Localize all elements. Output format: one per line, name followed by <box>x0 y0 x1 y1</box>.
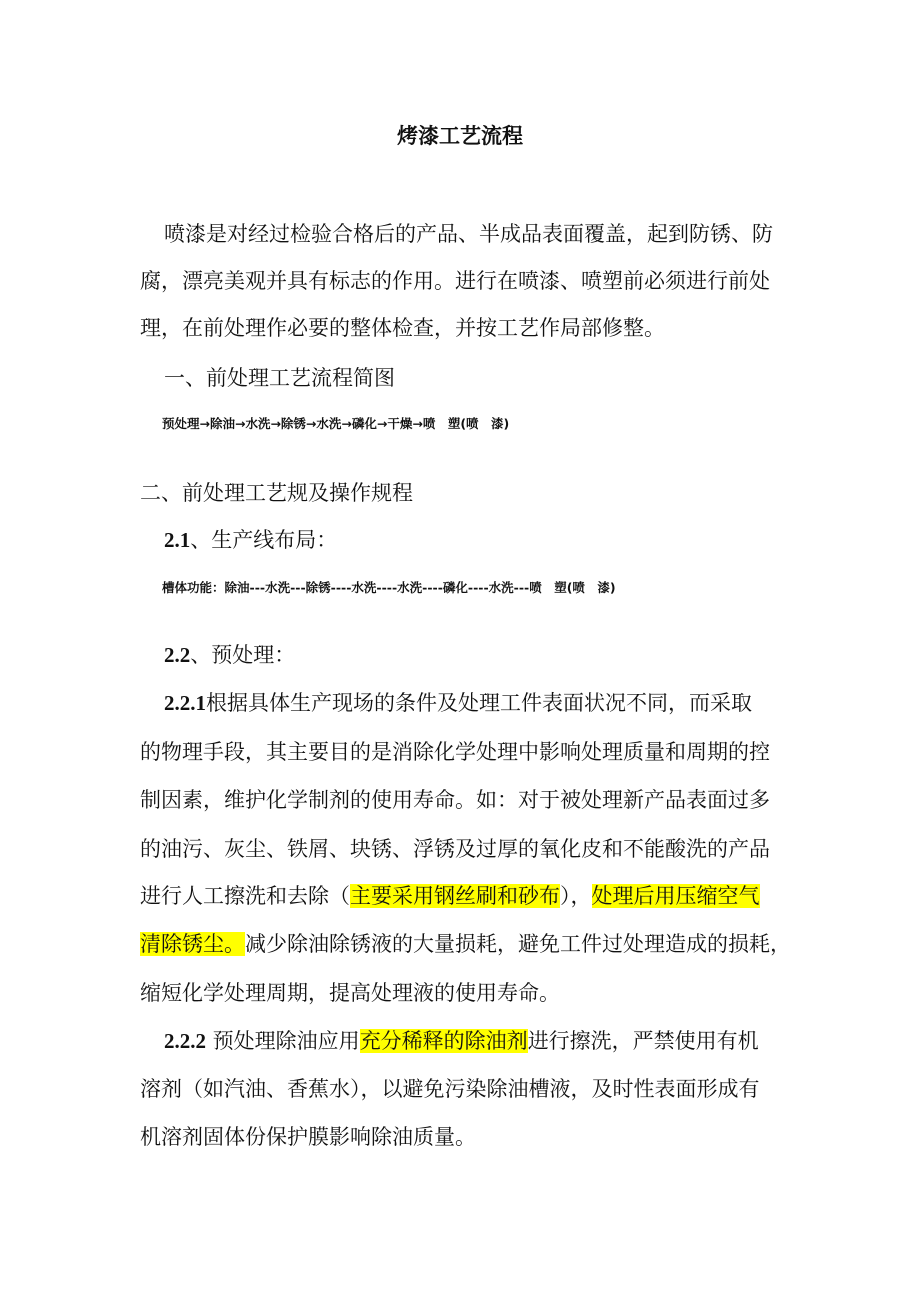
highlight-steel-brush: 主要采用钢丝刷和砂布 <box>350 884 560 908</box>
p221-line-2: 的物理手段，其主要目的是消除化学处理中影响处理质量和周期的控 <box>140 740 770 764</box>
section-2-2-number: 2.2 <box>164 643 191 667</box>
p221-line-3: 制因素，维护化学制剂的使用寿命。如：对于被处理新产品表面过多 <box>140 788 770 812</box>
p221-line-1 <box>164 684 752 722</box>
section-2-1-number: 2.1 <box>164 528 191 552</box>
p222-text-1b: 进行擦洗，严禁使用有机 <box>527 1029 759 1053</box>
p221-text-1: 根据具体生产现场的条件及处理工件表面状况不同，而采取 <box>206 691 752 715</box>
section-2-2-label: 、预处理： <box>190 643 296 667</box>
intro-line-2: 腐，漂亮美观并具有标志的作用。进行在喷漆、喷塑前必须进行前处 <box>140 269 770 293</box>
section-2-1-label: 、生产线布局： <box>190 528 338 552</box>
section-2-heading: 二、前处理工艺规及操作规程 <box>140 481 413 505</box>
p222-line-3: 机溶剂固体份保护膜影响除油质量。 <box>140 1125 476 1149</box>
p222-line-2: 溶剂（如汽油、香蕉水），以避免污染除油槽液，及时性表面形成有 <box>140 1077 760 1101</box>
section-2-1-heading <box>164 521 337 559</box>
p222-number: 2.2.2 <box>164 1029 206 1053</box>
p221-text-5a: 进行人工擦洗和去除（ <box>140 884 350 908</box>
highlight-rust-dust: 清除锈尘。 <box>140 932 245 956</box>
p222-line-1 <box>164 1022 759 1060</box>
p221-line-5 <box>140 877 760 915</box>
tank-functions: 槽体功能：除油---水洗---除锈----水洗----水洗----磷化----水洗---喷 塑(喷 漆) <box>162 580 616 595</box>
section-1-heading: 一、前处理工艺流程简图 <box>164 366 395 390</box>
intro-line-1: 喷漆是对经过检验合格后的产品、半成品表面覆盖，起到防锈、防 <box>164 222 773 246</box>
p221-text-6: 减少除油除锈液的大量损耗，避免工件过处理造成的损耗， <box>245 932 791 956</box>
section-2-2-heading <box>164 636 295 674</box>
p221-line-4: 的油污、灰尘、铁屑、块锈、浮锈及过厚的氧化皮和不能酸洗的产品 <box>140 837 770 861</box>
p221-line-7: 缩短化学处理周期，提高处理液的使用寿命。 <box>140 981 560 1005</box>
p221-line-6 <box>140 925 791 963</box>
process-flow: 预处理→除油→水洗→除锈→水洗→磷化→干燥→喷 塑(喷 漆) <box>162 416 510 431</box>
p222-text-1a: 预处理除油应用 <box>206 1029 360 1053</box>
document-title: 烤漆工艺流程 <box>397 124 523 148</box>
highlight-compressed-air: 处理后用压缩空气 <box>591 884 760 908</box>
p221-text-5b: ）， <box>560 884 592 908</box>
highlight-diluted-degreaser: 充分稀释的除油剂 <box>359 1029 528 1053</box>
intro-line-3: 理，在前处理作必要的整体检查，并按工艺作局部修整。 <box>140 316 665 340</box>
p221-number: 2.2.1 <box>164 691 206 715</box>
